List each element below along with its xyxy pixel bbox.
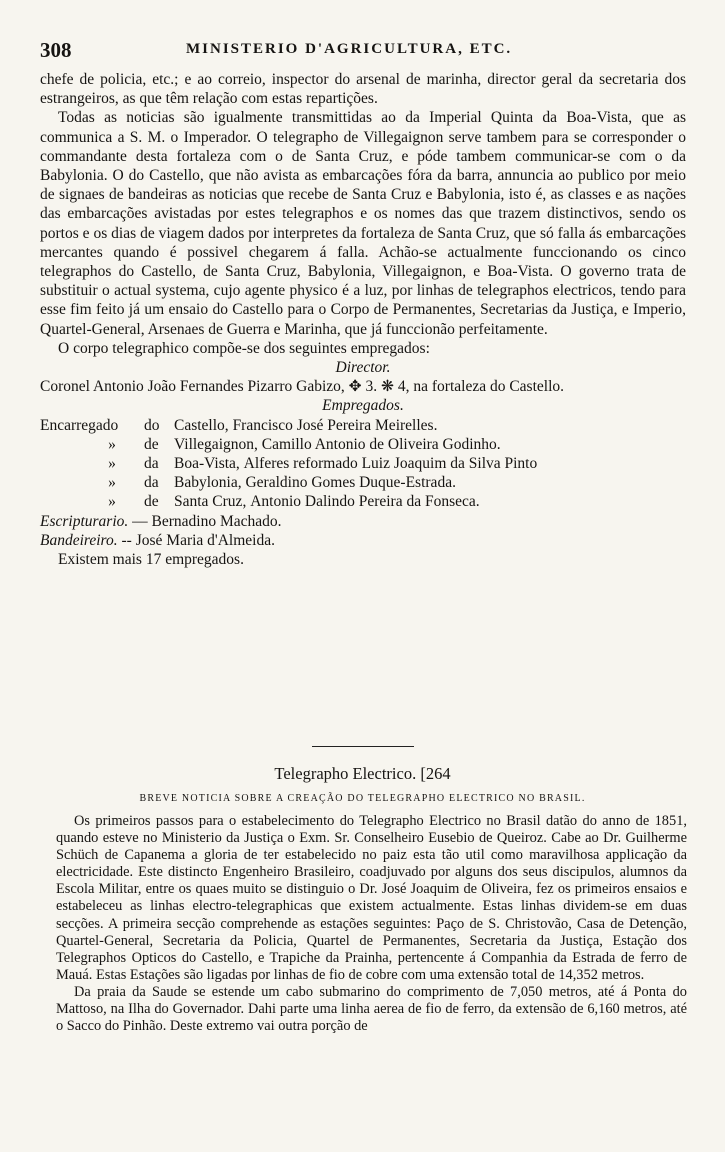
ditto-mark: » bbox=[108, 493, 116, 511]
employee-row bbox=[40, 473, 686, 492]
section-title bbox=[0, 764, 725, 784]
paragraph-first-steps: Os primeiros passos para o estabelecimento do Telegrapho Electrico no Brasil datão do anno de 1851, quando esteve no Ministerio da Justiça o Exm. Sr. Conselheiro Eusebio de Queiroz. Cabe ao Dr. Guilherme Schüch de Capanema a gloria de ter estabelecido no paiz esta tão util como maravilhosa applicação da electricidade. Este distincto Engenheiro Brasileiro, coadjuvado por alguns dos seus discipulos, alumnos da Escola Militar, entre os quaes muito se distinguio o Dr. José Joaquim de Oliveira, fez os primeiros ensaios e estabeleceu as linhas electro-telegraphicas que existem actualmente. Estas linhas dividem-se em duas secções. A primeira secção comprehende as estações seguintes: Paço de S. Christovão, Casa de Detenção, Quartel-General, Secretaria da Policia, Quartel de Permanentes, Secretaria da Justiça, Estação dos Telegraphos Opticos do Castello, e Trapiche da Prainha, pertencente á Companhia da Estrada de ferro de Mauá. Estas Estações são ligadas por linhas de fio de cobre com uma extensão total de 14,352 metros. bbox=[56, 813, 687, 983]
employee-preposition: de bbox=[144, 435, 159, 453]
bandeireiro-label: Bandeireiro. bbox=[40, 531, 118, 549]
employee-row bbox=[40, 416, 686, 435]
employee-station: Santa Cruz, bbox=[174, 493, 247, 511]
bandeireiro-name: -- José Maria d'Almeida. bbox=[121, 531, 275, 549]
employee-name: Geraldino Gomes Duque-Estrada. bbox=[245, 474, 456, 492]
other-employees-note: Existem mais 17 empregados. bbox=[58, 551, 244, 569]
director-entry: Coronel Antonio João Fernandes Pizarro Gabizo, ✥ 3. ❋ 4, na fortaleza do Castello. bbox=[40, 378, 565, 396]
employee-row bbox=[40, 435, 686, 454]
employee-preposition: da bbox=[144, 474, 159, 492]
employee-row bbox=[40, 492, 686, 511]
main-text bbox=[40, 70, 686, 569]
employee-name: Alferes reformado Luiz Joaquim da Silva Pinto bbox=[243, 455, 538, 473]
employee-row bbox=[40, 454, 686, 473]
page-number: 308 bbox=[40, 38, 72, 62]
employee-station: Babylonia, bbox=[174, 474, 242, 492]
director-heading: Director. bbox=[335, 359, 391, 377]
employee-name: Camillo Antonio de Oliveira Godinho. bbox=[261, 435, 501, 453]
paragraph-continuation: chefe de policia, etc.; e ao correio, inspector do arsenal de marinha, director geral da secretaria dos estrangeiros, as que têm relação com estas repartições. bbox=[40, 71, 686, 108]
employee-preposition: da bbox=[144, 455, 159, 473]
employee-title: Encarregado bbox=[40, 416, 119, 434]
ditto-mark: » bbox=[108, 435, 116, 453]
employee-station: Villegaignon, bbox=[174, 435, 258, 453]
paragraph-optical-telegraphs: Todas as noticias são igualmente transmittidas ao da Imperial Quinta da Boa-Vista, que as communica a S. M. o Imperador. O telegrapho de Villegaignon serve tambem para se corresponder o commandante desta fortaleza com o de Santa Cruz, e póde tambem communicar-se com o da Babylonia. O do Castello, que não avista as embarcações fóra da barra, annuncia ao publico por meio de signaes de bandeiras as noticias que recebe de Santa Cruz e Babylonia, isto é, as classes e as nações das embarcações avistadas por estes telegraphos e os nomes das que trazem distinctivos, sendo os portos e os dias de viagem dados por interpretes da fortaleza de Santa Cruz, que só falla ás embarcações mercantes quando é possivel chegarem á falla. Achão-se actualmente funccionando os cinco telegraphos do Castello, de Santa Cruz, Babylonia, Villegaignon, e Boa-Vista. O governo trata de substituir o actual systema, cujo agente physico é a luz, por linhas de telegraphos electricos, tendo para esse fim feito já um ensaio do Castello para o Corpo de Permanentes, Secretarias da Justiça, e Imperio, Quartel-General, Arsenaes de Guerra e Marinha, que já funccionão perfeitamente. bbox=[40, 109, 686, 338]
section-divider bbox=[312, 746, 414, 747]
bandeireiro-line bbox=[40, 531, 686, 550]
employee-name: Antonio Dalindo Pereira da Fonseca. bbox=[250, 493, 480, 511]
section-title-text: Telegrapho Electrico. bbox=[274, 764, 417, 783]
employee-preposition: do bbox=[144, 416, 160, 434]
paragraph-submarine-cable: Da praia da Saude se estende um cabo submarino do comprimento de 7,050 metros, até á Ponta do Mattoso, na Ilha do Governador. Dahi parte uma linha aerea de fio de ferro, da extensão de 6,160 metros, até o Sacco do Pinhão. Deste extremo vai outra porção de bbox=[56, 983, 687, 1035]
employee-station: Boa-Vista, bbox=[174, 455, 240, 473]
employee-name: Francisco José Pereira Meirelles. bbox=[232, 416, 438, 434]
escripturario-label: Escripturario. bbox=[40, 512, 129, 530]
ditto-mark: » bbox=[108, 455, 116, 473]
employee-station: Castello, bbox=[174, 416, 229, 434]
running-title: MINISTERIO D'AGRICULTURA, ETC. bbox=[186, 41, 513, 57]
employees-heading: Empregados. bbox=[322, 397, 404, 415]
paragraph-corps-intro: O corpo telegraphico compõe-se dos seguintes empregados: bbox=[58, 339, 430, 357]
section-body bbox=[56, 813, 687, 1035]
employee-preposition: de bbox=[144, 493, 159, 511]
section-ref-number: [264 bbox=[420, 764, 451, 783]
ditto-mark: » bbox=[108, 474, 116, 492]
page-header bbox=[40, 38, 688, 68]
escripturario-name: — Bernadino Machado. bbox=[132, 512, 282, 530]
section-subtitle: BREVE NOTICIA SOBRE A CREAÇÃO DO TELEGRAPHO ELECTRICO NO BRASIL. bbox=[139, 793, 586, 804]
escripturario-line bbox=[40, 512, 686, 531]
